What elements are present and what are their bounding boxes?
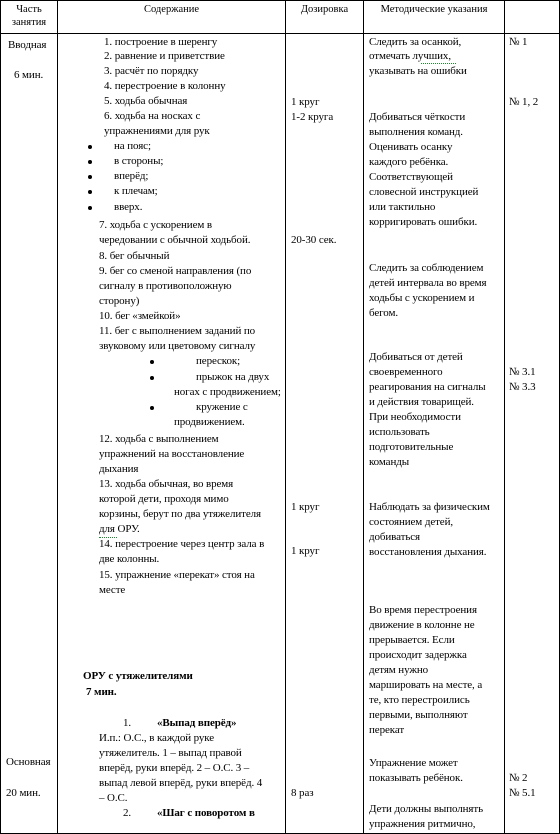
bullet xyxy=(88,160,92,164)
method-note: использовать xyxy=(369,426,430,438)
list-item: прыжок на двух xyxy=(196,371,270,383)
method-note: каждого ребёнка. xyxy=(369,156,449,168)
list-item: 6. ходьба на носках с xyxy=(104,110,201,122)
bullet xyxy=(150,360,154,364)
method-note: указывать на ошибки xyxy=(369,65,467,77)
list-item: вперёд; xyxy=(114,170,149,182)
method-note: Добиваться от детей xyxy=(369,351,463,363)
reference-number: № 3.3 xyxy=(509,381,536,393)
method-note: перекат xyxy=(369,724,405,736)
reference-number: № 1 xyxy=(509,36,528,48)
main-part-title: Основная xyxy=(6,756,51,768)
exercise-description: утяжелитель. 1 – выпад правой xyxy=(99,747,242,759)
list-item: месте xyxy=(99,584,126,596)
header-dosage: Дозировка xyxy=(300,4,349,15)
dosage-value: 1 круг xyxy=(291,545,320,557)
method-note: отмечать лучших, xyxy=(369,50,451,62)
list-item: 10. бег «змейкой» xyxy=(99,310,181,322)
table-border xyxy=(57,0,58,834)
bullet xyxy=(88,145,92,149)
list-item: 3. расчёт по порядку xyxy=(104,65,199,77)
method-note: движение в колонне не xyxy=(369,619,475,631)
method-note: прерывается. Если xyxy=(369,634,455,646)
exercise-description: – О.С. xyxy=(99,792,128,804)
method-note: бегом. xyxy=(369,307,398,319)
main-part-time: 20 мин. xyxy=(6,787,41,799)
list-item: сигналу в противоположную xyxy=(99,280,232,292)
oru-title: ОРУ с утяжелителями xyxy=(83,670,193,682)
method-note: восстановления дыхания. xyxy=(369,546,487,558)
reference-number: № 5.1 xyxy=(509,787,536,799)
method-note: маршировать на месте, а xyxy=(369,679,483,691)
method-note: Следить за осанкой, xyxy=(369,36,462,48)
list-item: звуковому или цветовому сигналу xyxy=(99,340,256,352)
table-border xyxy=(504,0,505,834)
exercise-number: 1. xyxy=(123,717,132,729)
list-item: 11. бег с выполнением заданий по xyxy=(99,325,256,337)
bullet xyxy=(150,376,154,380)
dosage-value: 1 круг xyxy=(291,96,320,108)
header-part: Часть занятия xyxy=(11,4,47,28)
list-item: 7. ходьба с ускорением в xyxy=(99,219,212,231)
intro-part-time: 6 мин. xyxy=(14,69,44,81)
method-note: выполнения команд. xyxy=(369,126,463,138)
dosage-value: 1 круг xyxy=(291,501,320,513)
method-note: ходьбы с ускорением и xyxy=(369,292,475,304)
header-method: Методические указания xyxy=(380,4,488,15)
list-item: 12. ходьба с выполнением xyxy=(99,433,219,445)
list-item: 14. перестроение через центр зала в xyxy=(99,538,265,550)
method-note: подготовительные xyxy=(369,441,454,453)
method-note: показывать ребёнок. xyxy=(369,772,463,784)
method-note: словесной инструкцией xyxy=(369,186,479,198)
exercise-description: И.п.: О.С., в каждой руке xyxy=(99,732,215,744)
list-item: в стороны; xyxy=(114,155,164,167)
method-note: Оценивать осанку xyxy=(369,141,453,153)
list-item: к плечам; xyxy=(114,185,158,197)
list-item: на пояс; xyxy=(114,140,151,152)
oru-time: 7 мин. xyxy=(86,686,117,698)
method-note: команды xyxy=(369,456,410,468)
method-note: Дети должны выполнять xyxy=(369,803,484,815)
method-note: Соответствующей xyxy=(369,171,453,183)
method-note: Во время перестроения xyxy=(369,604,477,616)
method-note: упражнения ритмично, xyxy=(369,818,476,830)
list-item: сторону) xyxy=(99,295,140,307)
list-item: две колонны. xyxy=(99,553,160,565)
exercise-title: «Выпад вперёд» xyxy=(157,717,237,729)
reference-number: № 3.1 xyxy=(509,366,536,378)
bullet xyxy=(88,190,92,194)
reference-number: № 1, 2 xyxy=(509,96,539,108)
bullet xyxy=(150,406,154,410)
intro-part-title: Вводная xyxy=(8,39,47,51)
method-note: корригировать ошибки. xyxy=(369,216,478,228)
method-note: состоянием детей, xyxy=(369,516,454,528)
list-item: 13. ходьба обычная, во время xyxy=(99,478,234,490)
list-item: 9. бег со сменой направления (по xyxy=(99,265,252,277)
table-border xyxy=(0,0,1,834)
method-note: детей интервала во время xyxy=(369,277,487,289)
bullet xyxy=(88,175,92,179)
method-note: своевременного xyxy=(369,366,443,378)
list-item: 15. упражнение «перекат» стоя на xyxy=(99,569,255,581)
list-item: 2. равнение и приветствие xyxy=(104,50,225,62)
header-content: Содержание xyxy=(143,4,200,15)
exercise-description: вперёд, руки вперёд. 2 – О.С. 3 – xyxy=(99,762,250,774)
exercise-title: «Шаг с поворотом в xyxy=(157,807,255,819)
list-item: 8. бег обычный xyxy=(99,250,170,262)
list-item: 1. построение в шеренгу xyxy=(104,36,218,48)
table-border xyxy=(363,0,364,834)
list-item: чередовании с обычной ходьбой. xyxy=(99,234,251,246)
method-note: или тактильно xyxy=(369,201,436,213)
dosage-value: 20-30 сек. xyxy=(291,234,337,246)
table-border xyxy=(0,0,560,1)
dosage-value: 8 раз xyxy=(291,787,314,799)
list-item: дыхания xyxy=(99,463,139,475)
method-note: те, кто перестроились xyxy=(369,694,470,706)
list-item: ногах с продвижением; xyxy=(174,386,281,398)
bullet xyxy=(88,206,92,210)
list-item: которой дети, проходя мимо xyxy=(99,493,229,505)
method-note: Наблюдать за физическим xyxy=(369,501,490,513)
list-item: вверх. xyxy=(114,201,143,213)
method-note: первыми, выполняют xyxy=(369,709,468,721)
table-border xyxy=(0,33,560,34)
list-item: упражнений на восстановление xyxy=(99,448,245,460)
table-border xyxy=(285,0,286,834)
list-item: 4. перестроение в колонну xyxy=(104,80,226,92)
method-note: добиваться xyxy=(369,531,420,543)
method-note: Следить за соблюдением xyxy=(369,262,484,274)
list-item: 5. ходьба обычная xyxy=(104,95,188,107)
exercise-number: 2. xyxy=(123,807,132,819)
list-item: кружение с xyxy=(196,401,248,413)
method-note: детям нужно xyxy=(369,664,429,676)
method-note: и действия товарищей. xyxy=(369,396,474,408)
method-note: Добиваться чёткости xyxy=(369,111,466,123)
dosage-value: 1-2 круга xyxy=(291,111,334,123)
reference-number: № 2 xyxy=(509,772,528,784)
list-item: корзины, берут по два утяжелителя xyxy=(99,508,261,520)
method-note: Упражнение может xyxy=(369,757,458,769)
list-item: перескок; xyxy=(196,355,241,367)
list-item: для ОРУ. xyxy=(99,523,140,535)
method-note: происходит задержка xyxy=(369,649,467,661)
method-note: При необходимости xyxy=(369,411,461,423)
list-item: продвижением. xyxy=(174,416,245,428)
method-note: реагирования на сигналы xyxy=(369,381,486,393)
list-item: упражнениями для рук xyxy=(104,125,210,137)
exercise-description: выпад левой вперёд, руки вперёд. 4 xyxy=(99,777,263,789)
